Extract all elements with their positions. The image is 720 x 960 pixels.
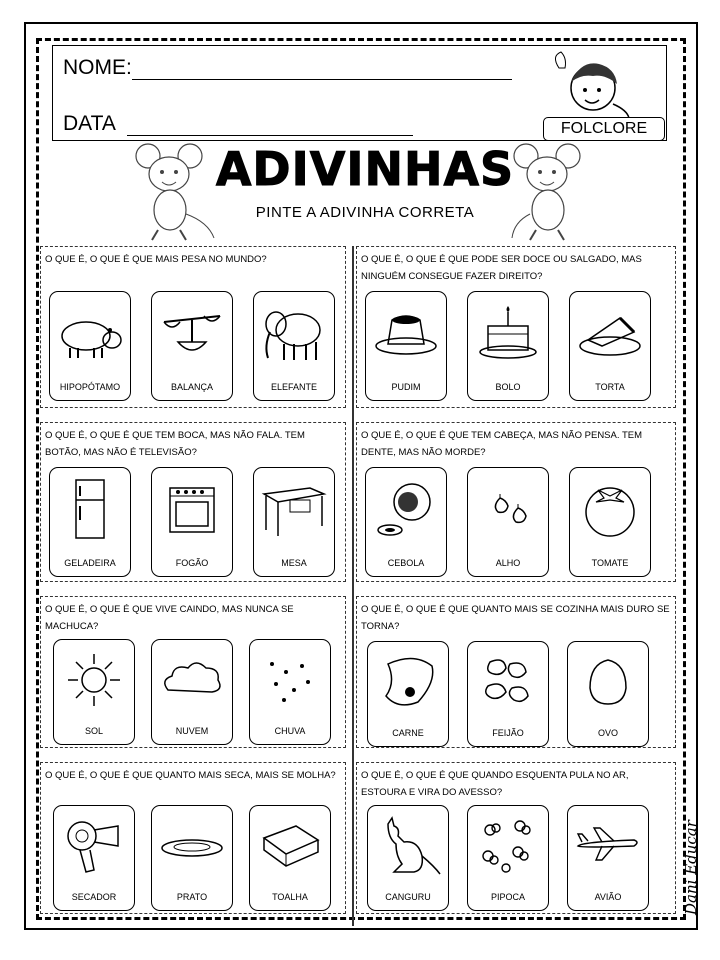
pie-slice-icon [576,302,644,364]
answer-card-toalha[interactable] [249,805,331,911]
onion-icon [372,478,440,540]
answer-card-balanca[interactable] [151,291,233,401]
riddle-question: O QUE É, O QUE É QUE QUANTO MAIS SECA, MAIS SE MOLHA? [45,770,336,781]
answer-card-carne[interactable] [367,641,449,747]
pudding-icon [372,302,440,364]
answer-label: FEIJÃO [492,728,524,738]
answer-card-feijao[interactable] [467,641,549,747]
answer-label: TOALHA [272,892,308,902]
answer-card-prato[interactable] [151,805,233,911]
answer-card-elefante[interactable] [253,291,335,401]
answer-label: CARNE [392,728,424,738]
answer-card-bolo[interactable] [467,291,549,401]
answer-card-torta[interactable] [569,291,651,401]
fridge-icon [56,478,124,540]
answer-label: PUDIM [391,382,421,392]
riddle-box [356,422,676,582]
answer-label: SECADOR [71,892,117,902]
folk-boy-illustration [541,48,641,120]
answer-label: AVIÃO [594,892,622,902]
answer-card-hipopotamo[interactable] [49,291,131,401]
author-signature: Dani Educar [682,820,700,915]
riddle-box [356,762,676,914]
answer-card-canguru[interactable] [367,805,449,911]
answer-card-fogao[interactable] [151,467,233,577]
answer-label: MESA [281,558,307,568]
date-line[interactable] [127,117,413,136]
answer-label: HIPOPÓTAMO [59,382,121,392]
name-line[interactable] [132,61,512,80]
towel-icon [256,816,324,878]
answer-label: PRATO [176,892,208,902]
popcorn-icon [474,816,542,878]
riddle-box [356,246,676,408]
cake-icon [474,302,542,364]
answer-card-nuvem[interactable] [151,639,233,745]
answer-card-chuva[interactable] [249,639,331,745]
hair-dryer-icon [60,816,128,878]
date-label: DATA [63,112,115,135]
riddle-question: O QUE É, O QUE É QUE MAIS PESA NO MUNDO? [45,254,267,265]
riddle-question: O QUE É, O QUE É QUE PODE SER DOCE OU SALGADO, MAS NINGUÉM CONSEGUE FAZER DIREITO? [361,254,642,282]
answer-label: CANGURU [385,892,431,902]
elephant-icon [260,302,328,364]
steak-icon [374,652,442,714]
date-field-row[interactable] [63,112,413,136]
riddle-box [40,422,346,582]
answer-card-geladeira[interactable] [49,467,131,577]
riddle-question: O QUE É, O QUE É QUE QUANTO MAIS SE COZINHA MAIS DURO SE TORNA? [361,604,670,632]
answer-label: BALANÇA [170,382,214,392]
answer-label: FOGÃO [175,558,209,568]
folclore-badge: FOLCLORE [543,117,665,141]
instructions: PINTE A ADIVINHA CORRETA [255,204,475,221]
riddle-question: O QUE É, O QUE É QUE TEM CABEÇA, MAS NÃO PENSA. TEM DENTE, MAS NÃO MORDE? [361,430,643,458]
desk-icon [260,478,328,540]
tomato-icon [576,478,644,540]
center-divider [352,246,354,926]
answer-card-secador[interactable] [53,805,135,911]
stove-icon [158,478,226,540]
answer-card-pipoca[interactable] [467,805,549,911]
beans-icon [474,652,542,714]
riddle-question: O QUE É, O QUE É QUE TEM BOCA, MAS NÃO FALA. TEM BOTÃO, MAS NÃO É TELEVISÃO? [45,430,305,458]
rain-icon [256,650,324,712]
sun-icon [60,650,128,712]
answer-label: TOMATE [591,558,629,568]
riddle-box [356,596,676,748]
riddle-question: O QUE É, O QUE É QUE VIVE CAINDO, MAS NUNCA SE MACHUCA? [45,604,294,632]
hippo-icon [56,302,124,364]
answer-card-sol[interactable] [53,639,135,745]
answer-card-pudim[interactable] [365,291,447,401]
answer-card-cebola[interactable] [365,467,447,577]
page-title: ADIVINHAS [215,142,515,196]
answer-label: NUVEM [175,726,209,736]
riddle-box [40,596,346,748]
answer-label: ELEFANTE [270,382,317,392]
answer-label: BOLO [495,382,521,392]
riddle-question: O QUE É, O QUE É QUE QUANDO ESQUENTA PULA NO AR, ESTOURA E VIRA DO AVESSO? [361,770,629,798]
name-label: NOME: [63,56,132,79]
answer-label: OVO [597,728,618,738]
answer-card-mesa[interactable] [253,467,335,577]
answer-label: PIPOCA [490,892,525,902]
riddle-box [40,762,346,914]
answer-card-aviao[interactable] [567,805,649,911]
name-field-row[interactable] [63,56,512,80]
egg-icon [574,652,642,714]
answer-card-ovo[interactable] [567,641,649,747]
answer-label: CEBOLA [387,558,425,568]
answer-label: CHUVA [274,726,306,736]
answer-label: SOL [84,726,103,736]
scale-icon [158,302,226,364]
answer-label: GELADEIRA [64,558,116,568]
airplane-icon [574,816,642,878]
riddle-box [40,246,346,408]
answer-card-tomate[interactable] [569,467,651,577]
answer-card-alho[interactable] [467,467,549,577]
cloud-icon [158,650,226,712]
answer-label: TORTA [595,382,625,392]
kangaroo-icon [374,816,442,878]
answer-label: ALHO [495,558,521,568]
plate-icon [158,816,226,878]
garlic-icon [474,478,542,540]
